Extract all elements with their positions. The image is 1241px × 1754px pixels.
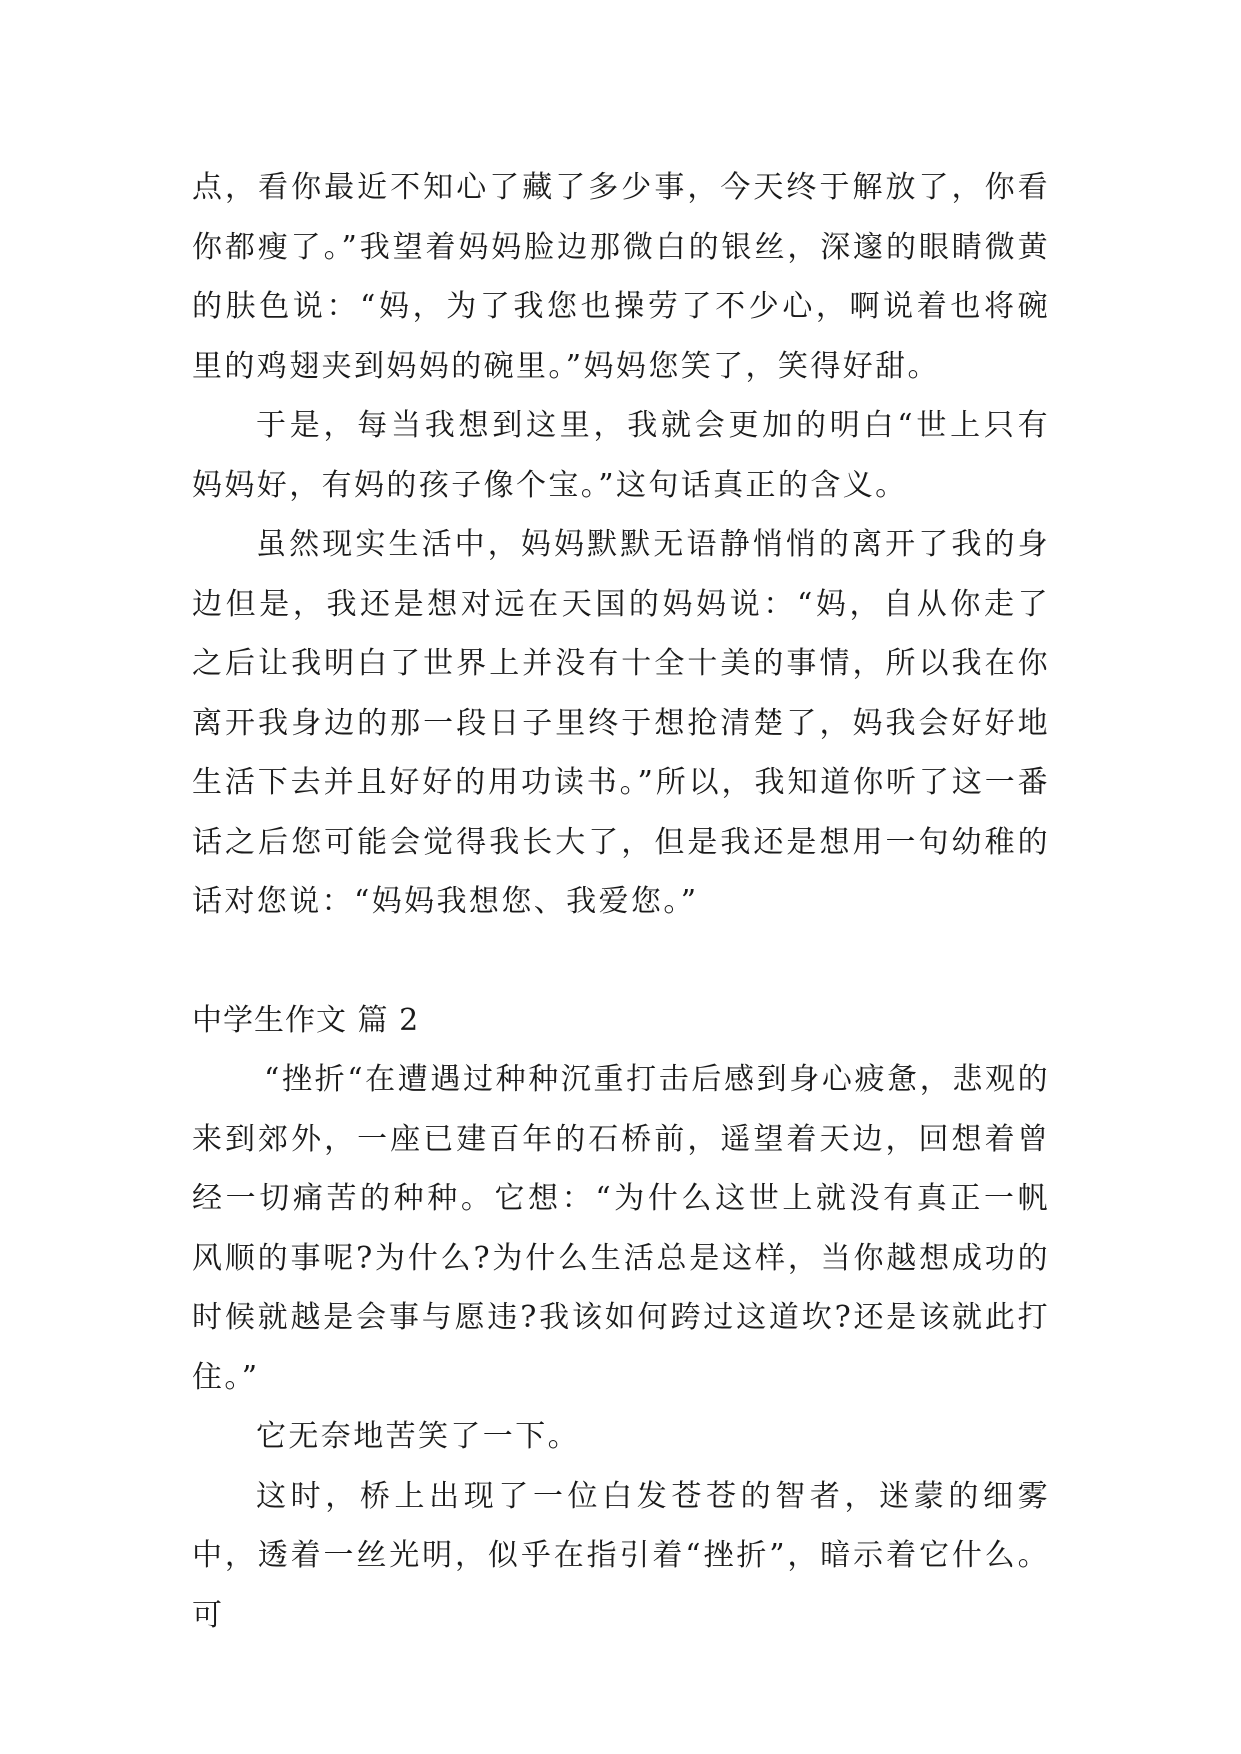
paragraph: 这时，桥上出现了一位白发苍苍的智者，迷蒙的细雾中，透着一丝光明，似乎在指引着“挫折”，暗示着它什么。可 [192,1478,1050,1633]
paragraph-continued: 点，看你最近不知心了藏了多少事，今天终于解放了，你看你都瘦了。”我望着妈妈脸边那微白的银丝，深邃的眼睛微黄的肤色说：“妈，为了我您也操劳了不少心，啊说着也将碗里的鸡翅夹到妈妈的碗里。”妈妈您笑了，笑得好甜。 [192,170,1050,384]
section-spacer [192,932,1050,991]
paragraph: 于是，每当我想到这里，我就会更加的明白“世上只有妈妈好，有妈的孩子像个宝。”这句话真正的含义。 [192,408,1050,503]
paragraph: 它无奈地苦笑了一下。 [256,1419,580,1454]
document-body [192,158,1050,1645]
paragraph: 虽然现实生活中，妈妈默默无语静悄悄的离开了我的身边但是，我还是想对远在天国的妈妈说：“妈，自从你走了之后让我明白了世界上并没有十全十美的事情，所以我在你离开我身边的那一段日子里终于想抢清楚了，妈我会好好地生活下去并且好好的用功读书。”所以，我知道你听了这一番话之后您可能会觉得我长大了，但是我还是想用一句幼稚的话对您说：“妈妈我想您、我爱您。” [192,527,1050,919]
paragraph: “挫折“在遭遇过种种沉重打击后感到身心疲惫，悲观的来到郊外，一座已建百年的石桥前，遥望着天边，回想着曾经一切痛苦的种种。它想：“为什么这世上就没有真正一帆风顺的事呢?为什么?为什么生活总是这样，当你越想成功的时候就越是会事与愿违?我该如何跨过这道坎?还是该就此打住。” [192,1062,1050,1395]
section-title: 中学生作文 篇 2 [192,1002,420,1038]
